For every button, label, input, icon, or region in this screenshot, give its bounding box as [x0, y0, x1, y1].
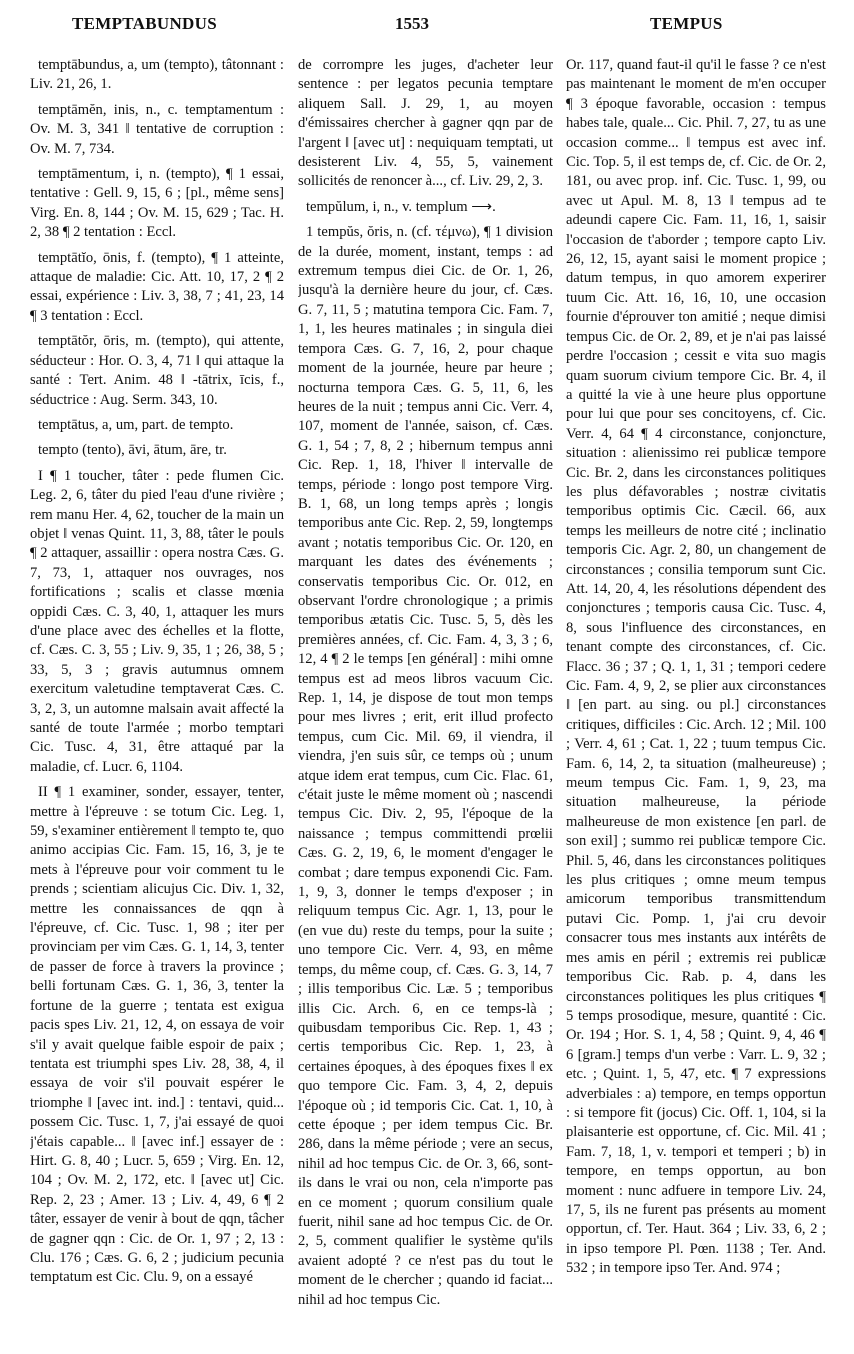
entry-temptator: temptātŏr, ōris, m. (tempto), qui attente, séducteur : Hor. O. 3, 4, 71 ‖ qui attaque la santé : Tert. Anim. 48 ‖ -tātrix, īcis, f., séductrice : Aug. Serm. 343, 10. — [30, 333, 284, 408]
entry-tempto-continued: de corrompre les juges, d'acheter leur sentence : per legatos pecunia temptare aliquem Sall. J. 29, 1, au moyen d'émissaires chercher à gagner qqn par de l'argent ‖ [avec ut] : nequiquam temptati, ut desisterent Liv. 4, 55, 5, vainement sollicités de renoncer à..., cf. Liv. 29, 2, 3. — [298, 57, 553, 190]
entry-temptamentum: temptāmentum, i, n. (tempto), ¶ 1 essai, tentative : Gell. 9, 15, 6 ; [pl., même sens] Virg. En. 8, 144 ; Ov. M. 15, 629 ; Tac. H. 2, 38 ¶ 2 tentation : Eccl. — [30, 166, 284, 241]
column-1 — [30, 56, 284, 1346]
entry-tempus: 1 tempŭs, ŏris, n. (cf. τέμνω), ¶ 1 division de la durée, moment, instant, temps : ad extremum tempus diei Cic. de Or. 1, 26, jusqu'à la dernière heure du jour, cf. Cæs. G. 7, 11, 5 ; matutina tempora Cic. Fam. 7, 1, 1, les heures matinales ; in singula diei tempora Cæs. G. 7, 16, 2, pour chaque moment de la journée, heure par heure ; nocturna tempora Cæs. G. 5, 11, 6, les heures de la nuit ; tempus anni Cic. Verr. 4, 107, moment de l'année, saison, cf. Cæs. G. 1, 54 ; 7, 8, 2 ; hibernum tempus anni Cic. Rep. 1, 18, l'hiver ‖ intervalle de temps, période : longo post tempore Virg. B. 1, 68, un long temps après ; longis temporibus ante Cic. Rep. 2, 59, longtemps avant ; notatis temporibus Cic. Or. 120, en marquant les dates des événements ; conservatis temporibus Cic. Or. 012, en observant l'ordre chronologique ; a primis temporibus ætatis Cic. Tusc. 5, 5, dès les premières années, cf. Cic. Fam. 4, 3, 3 ; 6, 12, 4 ¶ 2 le temps [en général] : mihi omne tempus est ad meos libros vacuum Cic. Rep. 1, 14, je dispose de tout mon temps pour mes livres ; erit, erit illud profecto tempus, cum Cic. Mil. 69, il viendra, il viendra, j'en suis sûr, ce temps où ; unum atque idem erat tempus, cum Cic. Flac. 61, c'était juste le même moment où ; nascendi tempus Cic. Div. 2, 95, l'époque de la naissance ; tempus committendi prœlii Cæs. G. 2, 19, 6, le moment d'engager le combat ; dare tempus exponendi Cic. Fam. 1, 9, 3, donner le temps d'exposer ; in reliquum tempus Cic. Agr. 1, 13, pour le (en vue du) reste du temps, pour la suite ; uno tempore Cic. Verr. 4, 93, en même temps, du même coup, cf. Cæs. G. 3, 14, 7 ; illis temporibus Cic. Læ. 5 ; temporibus illis Cic. Arch. 6, en ce temps-là ; quibusdam temporibus Cic. Rep. 1, 43 ; certis temporibus Cic. Rep. 1, 23, à certaines époques, à des époques fixes ‖ ex quo tempore Cic. Fam. 3, 4, 2, depuis l'époque où ; id temporis Cic. Cat. 1, 10, à cette époque ; per idem tempus Cic. Br. 286, dans la même période ; vere an secus, nihil ad hoc tempus Cic. de Or. 3, 66, sont-ils dans le vrai ou non, cela n'importe pas en ce moment ; quorum consilium quale fuerit, nihil sane ad hoc tempus Cic. de Or. 2, 5, comment qualifier le système qu'ils avaient adopté ? ce n'est pas du tout le moment de le chercher ; quando id faciat... nihil ad hoc tempus Cic. — [298, 224, 553, 1308]
entry-temptamen: temptāmĕn, inis, n., c. temptamentum : Ov. M. 3, 341 ‖ tentative de corruption : Ov. M. 7, 734. — [30, 101, 284, 157]
entry-temptatio: temptātĭo, ōnis, f. (tempto), ¶ 1 atteinte, attaque de maladie: Cic. Att. 10, 17, 2 ¶ 2 essai, expérience : Liv. 3, 38, 7 ; 41, 23, 14 ¶ 3 tentation : Eccl. — [30, 249, 284, 324]
running-header — [0, 14, 854, 44]
entry-tempulum: tempŭlum, i, n., v. templum ⟶. — [306, 198, 496, 215]
page-number: 1553 — [395, 14, 429, 33]
column-3 — [566, 56, 826, 1346]
column-2 — [298, 56, 553, 1346]
header-right-headword: TEMPUS — [650, 14, 723, 33]
entry-tempus-continued: Or. 117, quand faut-il qu'il le fasse ? ce n'est pas maintenant le moment de m'en occuper ¶ 3 époque favorable, occasion : tempus habes tale, quale... Cic. Phil. 7, 27, tu as une occasion comme... ‖ tempus est avec inf. Cic. Top. 5, il est temps de, cf. Cic. de Or. 2, 181, ou avec prop. inf. Cic. Tusc. 1, 99, ou avec ut Apul. M. 8, 13 ‖ tempus ad te adeundi capere Cic. Fam. 11, 16, 1, saisir l'occasion de t'aborder ; tempore capto Liv. 26, 12, 15, ayant saisi le moment propice ; datum tempus, in quo amorem experirer tuum Cic. Att. 16, 16, 10, une occasion fournie d'éprouver ton amitié ; neque dimisi tempus Cic. de Or. 2, 89, et je n'ai pas laissé perdre l'occasion ; cessit e vita suo magis quam suorum civium tempore Cic. Br. 4, il a quitté la vie à une heure plus opportune pour lui que pour ses concitoyens, cf. Cic. Verr. 4, 64 ¶ 4 circonstance, conjoncture, situation : alienissimo rei publicæ tempore Cic. Br. 2, dans les circonstances politiques les plus défavorables ; nostræ civitatis temporibus optimis Cic. Cæcil. 66, aux temps les meilleurs de notre cité ; inclinatio temporis Cic. Agr. 2, 80, un changement de circonstances ; consilia temporum sunt Cic. Att. 14, 20, 4, les résolutions dépendent des conjonctures ; temporis causa Cic. Tusc. 4, 8, sous l'influence des circonstances, en tenant compte des circonstances, cf. Cic. Flacc. 36 ; 37 ; Q. 1, 1, 31 ; tempori cedere Cic. Fam. 4, 9, 2, se plier aux circonstances ‖ [en part. au sing. ou pl.] circonstances critiques, difficiles : Cic. Arch. 12 ; Mil. 100 ; Verr. 4, 61 ; Cat. 1, 22 ; tuum tempus Cic. Fam. 6, 14, 2, ta situation (malheureuse) ; meum tempus Cic. Fam. 1, 9, 23, ma situation malheureuse, la période malheureuse de mon existence [en parl. de son exil] ; summo rei publicæ tempore Cic. Phil. 5, 46, dans les circonstances politiques les plus critiques ; omne meum tempus amicorum temporibus transmittendum putavi Cic. Pomp. 1, j'ai cru devoir consacrer tous mes instants aux intérêts de mes amis en péril ; extremis rei publicæ temporibus Cic. Rab. p. 4, dans les circonstances politiques les plus critiques ¶ 5 temps prosodique, mesure, quantité : Cic. Or. 194 ; Hor. S. 1, 4, 58 ; Quint. 9, 4, 46 ¶ 6 [gram.] temps d'un verbe : Varr. L. 9, 32 ; etc. ; Quint. 1, 5, 47, etc. ¶ 7 expressions adverbiales : a) tempore, en temps opportun : si tempore fit (jocus) Cic. Off. 1, 104, si la plaisanterie est opportune, cf. Cic. Mil. 41 ; Fam. 7, 18, 1, v. tempori et temperi ; b) in tempore, en temps opportun, au bon moment : nunc adfuere in tempore Liv. 24, 17, 5, ils ne furent pas présents au moment opportun, cf. Ter. Haut. 364 ; Liv. 33, 6, 2 ; in ipso tempore Pl. Pœn. 1138 ; Ter. And. 532 ; in tempore ipso Ter. And. 974 ; — [566, 57, 826, 1277]
entry-tempto-section-1: I ¶ 1 toucher, tâter : pede flumen Cic. Leg. 2, 6, tâter du pied l'eau d'une rivière ; rem manu Her. 4, 62, toucher de la main un objet ‖ venas Quint. 11, 3, 88, tâter le pouls ¶ 2 attaquer, assaillir : opera nostra Cæs. G. 7, 73, 1, attaquer nos ouvrages, nos fortifications ; scalis et classe mœnia oppidi Cæs. C. 3, 40, 1, attaquer les murs d'une place avec des échelles et la flotte, cf. Cæs. C. 3, 55 ; Liv. 9, 35, 1 ; 26, 38, 5 ; 33, 5, 3 ; gravis autumnus omnem exercitum valetudine temptaverat Cæs. C. 3, 2, 3, un automne malsain avait affecté la santé de toute l'armée ; morbo temptari Cic. Tusc. 4, 31, être attaqué par la maladie, cf. Lucr. 6, 1104. — [30, 467, 284, 775]
header-left-headword: TEMPTABUNDUS — [72, 14, 217, 33]
entry-tempto-section-2: II ¶ 1 examiner, sonder, essayer, tenter, mettre à l'épreuve : se totum Cic. Leg. 1, 59, s'examiner entièrement ‖ tempto te, quo animo accipias Cic. Fam. 15, 16, 3, je te mets à l'épreuve pour voir comment tu le prends ; scientiam alicujus Cic. Div. 1, 32, mettre les connaissances de qqn à l'épreuve, cf. Cic. Tusc. 1, 98 ; iter per provinciam per vim Cæs. G. 1, 14, 3, tenter de passer de force à travers la province ; belli fortunam Cæs. G. 1, 36, 3, tenter la fortune de la guerre ; tentata est exigua pacis spes Liv. 21, 12, 4, on essaya de voir s'il y avait quelque faible espoir de paix ; tentata est triumphi spes Liv. 28, 38, 4, il essaya de voir s'il pouvait espérer le triomphe ‖ [avec int. ind.] : tentavi, quid... possem Cic. Tusc. 1, 7, j'ai essayé de quoi j'étais capable... ‖ [avec inf.] essayer de : Hirt. G. 8, 40 ; Lucr. 5, 659 ; Virg. En. 12, 104 ; Ov. M. 2, 172, etc. ‖ [avec ut] Cic. Rep. 2, 23 ; Amer. 13 ; Liv. 4, 49, 6 ¶ 2 tâter, essayer de venir à bout de qqn, tâcher de gagner qqn : Cic. de Or. 1, 97 ; 2, 13 : Clu. 176 ; Cæs. G. 6, 2 ; judicium pecunia temptatum est Cic. Clu. 9, on a essayé — [30, 784, 284, 1286]
entry-temptatus: temptātus, a, um, part. de tempto. — [38, 416, 234, 433]
entry-tempto: tempto (tento), āvi, ātum, āre, tr. — [38, 442, 227, 459]
entry-temptabundus: temptābundus, a, um (tempto), tâtonnant : Liv. 21, 26, 1. — [30, 57, 284, 93]
